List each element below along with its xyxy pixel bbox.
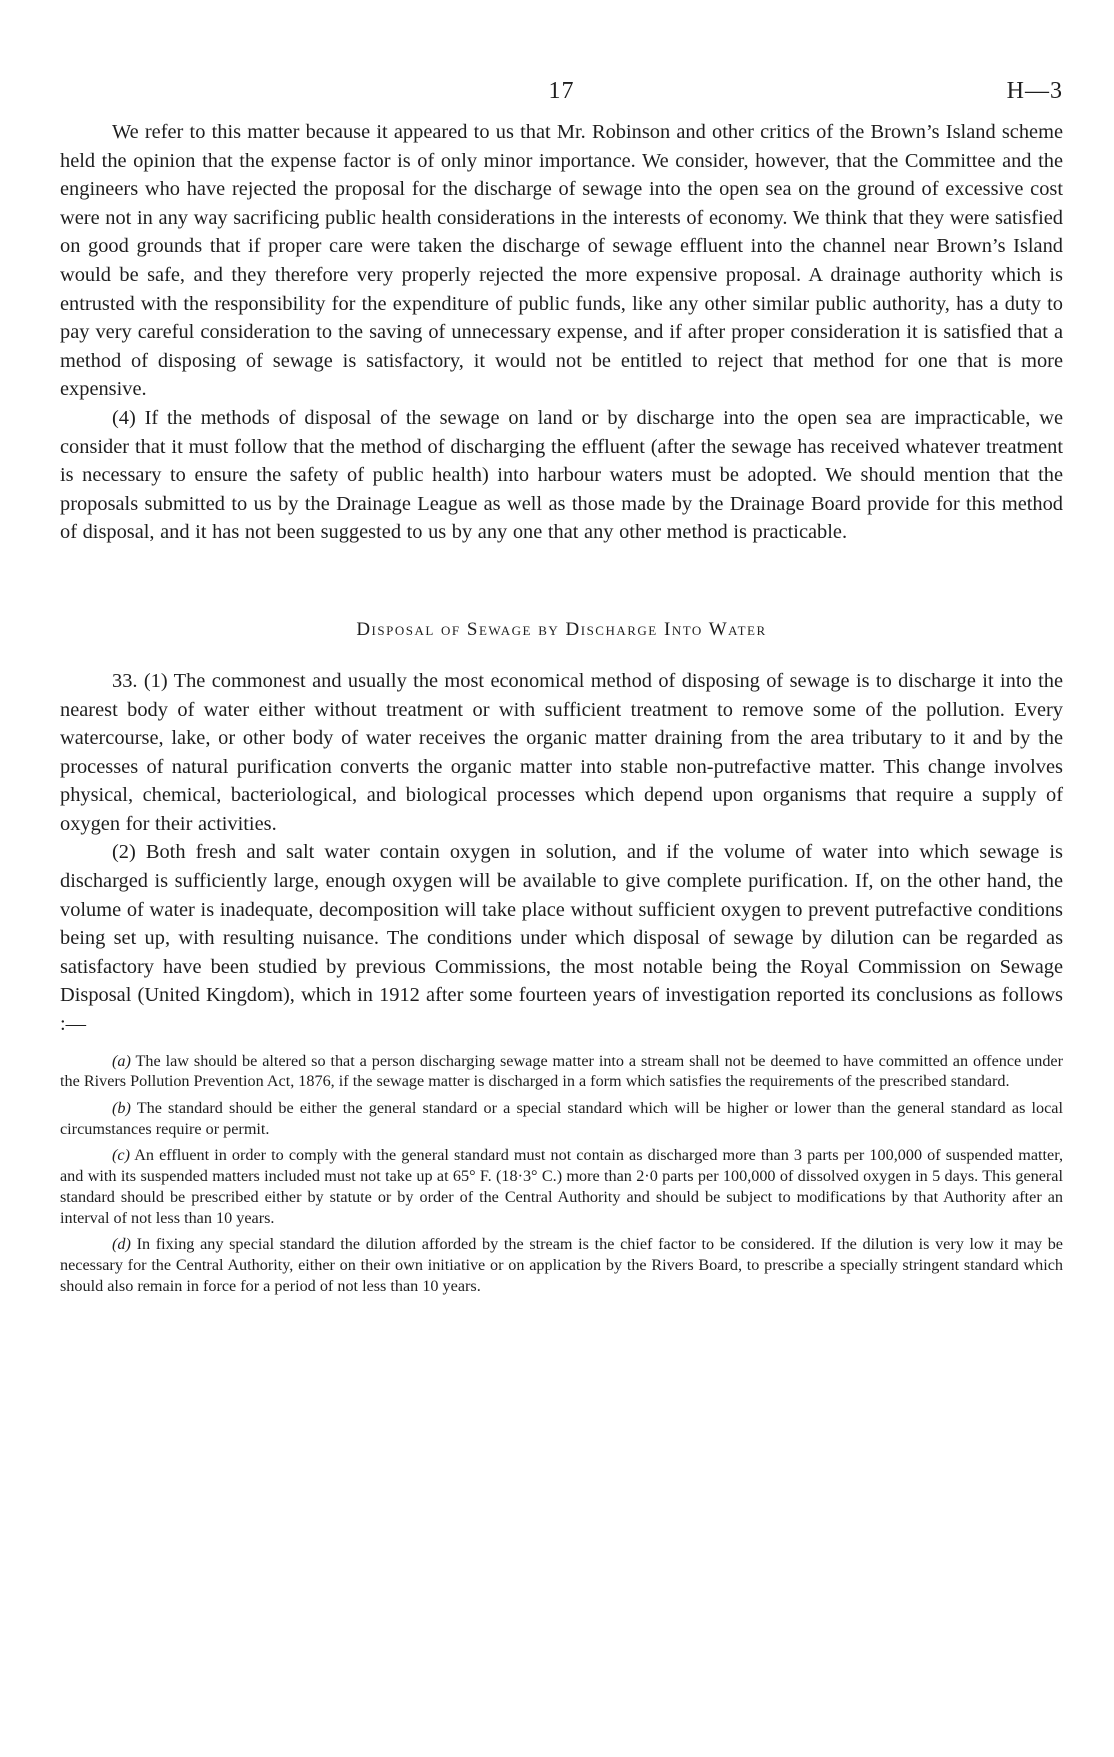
conclusions-list bbox=[60, 1051, 1063, 1297]
paragraph-4-harbour-waters: (4) If the methods of disposal of the sewage on land or by discharge into the open sea are impracticable, we consider that it must follow that the method of discharging the effluent (after the sewage has received whatever treatment is necessary to ensure the safety of public health) into harbour waters must be adopted. We should mention that the proposals submitted to us by the Drainage League as well as those made by the Drainage Board provide for this method of disposal, and it has not been suggested to us by any one that any other method is practicable. bbox=[60, 406, 1063, 544]
page-number: 17 bbox=[548, 78, 575, 104]
conclusion-text: An effluent in order to comply with the general standard must not contain as discharged more than 3 parts per 100,000 of suspended matter, and with its suspended matters included must not take up at 65° F. (18·3° C.) more than 2·0 parts per 100,000 of dissolved oxygen in 5 days. This general standard should be prescribed either by statute or by order of the Central Authority and should be subject to modifications by that Authority after an interval of not less than 10 years. bbox=[60, 1146, 1064, 1227]
page-header bbox=[60, 78, 1063, 118]
conclusion-letter: (d) bbox=[112, 1235, 131, 1254]
conclusion-item bbox=[60, 1145, 1063, 1228]
section-heading: Disposal of Sewage by Discharge Into Water bbox=[356, 618, 767, 640]
conclusion-item bbox=[60, 1098, 1063, 1139]
paragraph-33-1: 33. (1) The commonest and usually the most economical method of disposing of sewage is to discharge it into the nearest body of water either without treatment or with sufficient treatment to remove some of the pollution. Every watercourse, lake, or other body of water receives the organic matter draining from the area tributary to it and by the processes of natural purification converts the organic matter into stable non-putrefactive matter. This change involves physical, chemical, bacteriological, and biological processes which depend upon organisms that require a supply of oxygen for their activities. bbox=[60, 669, 1063, 835]
conclusion-letter: (a) bbox=[112, 1051, 131, 1070]
paragraph-expense-factor: We refer to this matter because it appeared to us that Mr. Robinson and other critics of the Brown’s Island scheme held the opinion that the expense factor is of only minor importance. We consider, however, that the Committee and the engineers who have rejected the proposal for the discharge of sewage into the open sea on the ground of excessive cost were not in any way sacrificing public health considerations in the interests of economy. We think that they were satisfied on good grounds that if proper care were taken the discharge of sewage effluent into the channel near Brown’s Island would be safe, and they therefore very properly rejected the more expensive proposal. A drainage authority which is entrusted with the responsibility for the expenditure of public funds, like any other similar public authority, has a duty to pay very careful consideration to the saving of unnecessary expense, and if after proper consideration it is satisfied that a method of disposing of sewage is satisfactory, it would not be entitled to reject that method for one that is more expensive. bbox=[60, 121, 1063, 401]
conclusion-item bbox=[60, 1051, 1063, 1092]
conclusion-text: The standard should be either the general standard or a special standard which will be higher or lower than the general standard as local circumstances require or permit. bbox=[60, 1099, 1063, 1138]
conclusion-item bbox=[60, 1234, 1063, 1296]
paragraph-33-2: (2) Both fresh and salt water contain oxygen in solution, and if the volume of water into which sewage is discharged is sufficiently large, enough oxygen will be available to give complete purification. If, on the other hand, the volume of water is inadequate, decomposition will take place without sufficient oxygen to prevent putrefactive conditions being set up, with resulting nuisance. The conditions under which disposal of sewage by dilution can be regarded as satisfactory have been studied by previous Commissions, the most notable being the Royal Commission on Sewage Disposal (United Kingdom), which in 1912 after some fourteen years of investigation reported its conclusions as follows :— bbox=[60, 841, 1063, 1036]
document-reference: H—3 bbox=[1006, 78, 1063, 104]
conclusion-letter: (b) bbox=[112, 1099, 131, 1118]
conclusion-text: In fixing any special standard the dilution afforded by the stream is the chief factor to be considered. If the dilution is very low it may be necessary for the Central Authority, either on their own initiative or on application by the Rivers Board, to prescribe a specially stringent standard which should also remain in force for a period of not less than 10 years. bbox=[60, 1235, 1063, 1295]
conclusion-text: The law should be altered so that a person discharging sewage matter into a stream shall not be deemed to have committed an offence under the Rivers Pollution Prevention Act, 1876, if the sewage matter is discharged in a form which satisfies the requirements of the prescribed standard. bbox=[60, 1051, 1064, 1091]
document-page bbox=[60, 78, 1063, 1302]
conclusion-letter: (c) bbox=[112, 1146, 130, 1165]
